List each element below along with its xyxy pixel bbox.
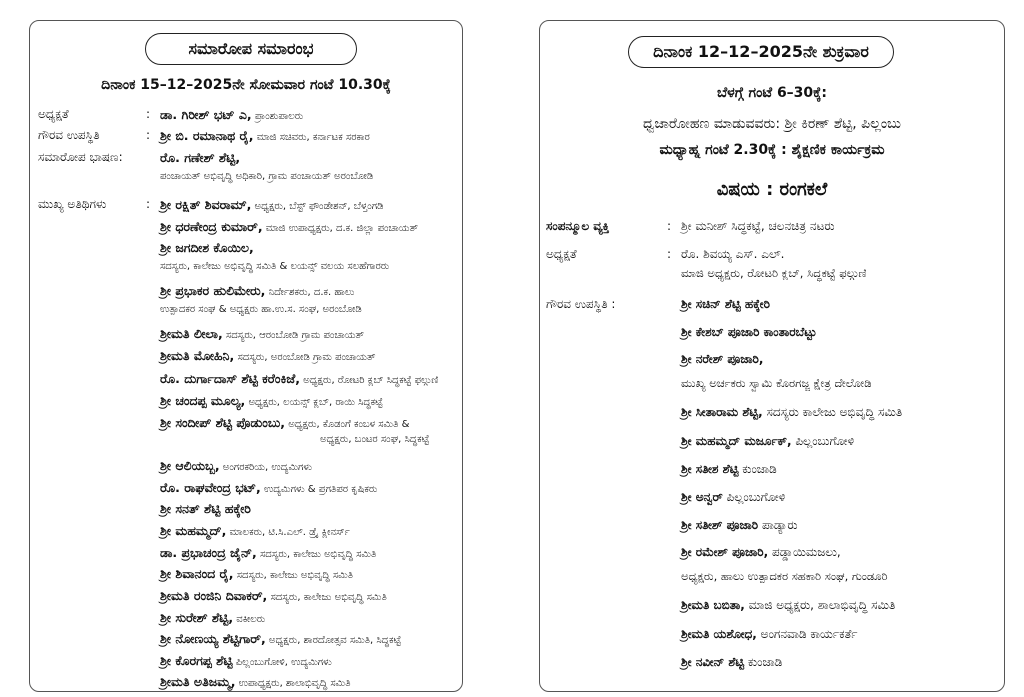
- honor-entry: [681, 405, 902, 420]
- guest-entry: [160, 458, 312, 474]
- row-colon-chair: :: [667, 247, 672, 261]
- honor-entry: [681, 352, 763, 367]
- guest-desc: ಉಪಾಧ್ಯಕ್ಷರು, ಶಾಲಾಭಿವೃದ್ಧಿ ಸಮಿತಿ: [235, 678, 351, 689]
- guest-name: ಶ್ರೀ ಕೊರಗಪ್ಪ ಶೆಟ್ಟಿ: [160, 653, 233, 668]
- guest-desc: ಸದಸ್ಯರು, ಅರಂಬೋಡಿ ಗ್ರಾಮ ಪಂಚಾಯತ್: [234, 352, 376, 363]
- guest-entry: [160, 545, 376, 561]
- guests-label: ಮುಖ್ಯ ಅತಿಥಿಗಳು: [38, 197, 107, 211]
- guest-name: ಶ್ರೀ ಪ್ರಭಾಕರ ಹುಲಿಮೇರು,: [160, 283, 266, 298]
- honor-desc: ಅಂಗನವಾಡಿ ಕಾರ್ಯಕರ್ತೆ: [756, 627, 858, 641]
- row-value-speech: [160, 150, 240, 166]
- row-label-speech: ಸಮಾರೋಪ ಭಾಷಣ:: [38, 150, 123, 164]
- resource-person: ಶ್ರೀ ಮನೀಶ್ ಸಿದ್ಧಕಟ್ಟೆ, ಚಲನಚಿತ್ರ ನಟರು: [681, 219, 835, 233]
- guest-name: ಶ್ರೀ ರಕ್ಷಿತ್ ಶಿವರಾಮ್,: [160, 197, 252, 212]
- row-label-chair: ಅಧ್ಯಕ್ಷತೆ: [546, 247, 577, 261]
- honor-entry: [681, 434, 854, 449]
- guest-entry: [160, 653, 332, 669]
- guest-entry: [160, 415, 409, 431]
- guest-entry: [160, 610, 265, 626]
- guest-entry: [160, 348, 376, 364]
- honor-entry: [681, 325, 817, 340]
- guest-sub: ಸದಸ್ಯರು, ಕಾಲೇಜು ಅಭಿವೃದ್ಧಿ ಸಮಿತಿ & ಲಯನ್ಸ್ ವಲಯ ಸಲಹೆಗಾರರು: [160, 261, 390, 272]
- honor-entry: [681, 490, 785, 505]
- guest-entry: [160, 523, 350, 539]
- flag-hoisting: ಧ್ವಜಾರೋಹಣ ಮಾಡುವವರು: ಶ್ರೀ ಕಿರಣ್ ಶೆಟ್ಟಿ, ಪಿಲ್ಲಂಬು: [642, 116, 901, 132]
- row-value-chair: [160, 107, 303, 123]
- morning-time: ಬೆಳಗ್ಗೆ ಗಂಟೆ 6–30ಕ್ಕೆ:: [717, 85, 827, 101]
- guest-desc: ಅಧ್ಯಕ್ಷರು, ಲಯನ್ಸ್ ಕ್ಲಬ್, ರಾಯಿ ಸಿದ್ಧಕಟ್ಟೆ: [245, 397, 383, 408]
- guest-entry: [160, 393, 383, 409]
- row-value-honor: [160, 128, 370, 144]
- chair-name: ರೊ. ಶಿವಯ್ಯ ಎಸ್. ಎಲ್.: [681, 247, 785, 261]
- row-label-resource: ಸಂಪನ್ಮೂಲ ವ್ಯಕ್ತಿ: [546, 219, 610, 233]
- guest-entry: [160, 566, 353, 582]
- honor-desc: ಕುಂಜಾಡಿ: [738, 462, 777, 476]
- honor-name: ಶ್ರೀಮತಿ ಯಶೋಧ,: [681, 627, 757, 641]
- guest-name: ಶ್ರೀ ಸನತ್ ಶೆಟ್ಟಿ ಹಕ್ಕೇರಿ: [160, 501, 251, 516]
- guest-desc: ಅಧ್ಯಕ್ಷರು, ರೋಟರಿ ಕ್ಲಬ್ ಸಿದ್ಧಕಟ್ಟೆ ಫಲ್ಗುಣಿ: [299, 375, 439, 386]
- row-colon-resource: :: [667, 219, 672, 233]
- guest-entry: [160, 219, 418, 235]
- honor-name: ಶ್ರೀ ರಮೇಶ್ ಪೂಜಾರಿ,: [681, 545, 769, 559]
- speech-sub: ಪಂಚಾಯತ್ ಅಭಿವೃದ್ಧಿ ಅಧಿಕಾರಿ, ಗ್ರಾಮ ಪಂಚಾಯತ್ ಅರಂಬೋಡಿ: [160, 171, 374, 182]
- closing-ceremony-panel: [29, 20, 463, 692]
- guest-name: ಶ್ರೀಮತಿ ರಂಜಿನಿ ದಿವಾಕರ್,: [160, 588, 268, 603]
- closing-ceremony-title: ಸಮಾರೋಪ ಸಮಾರಂಭ: [145, 33, 357, 65]
- friday-program-panel: [539, 20, 1005, 692]
- guest-entry: [160, 326, 364, 342]
- guest-name: ಡಾ. ಪ್ರಭಾಚಂದ್ರ ಜೈನ್,: [160, 545, 257, 560]
- guest-name: ಶ್ರೀ ನೋಣಯ್ಯ ಶೆಟ್ಟಿಗಾರ್,: [160, 631, 266, 646]
- guest-name: ಶ್ರೀ ಸಂದೀಪ್ ಶೆಟ್ಟಿ ಪೊಡುಂಬು,: [160, 415, 286, 430]
- guest-name: ಶ್ರೀ ಜಗದೀಶ ಕೊಯಿಲ,: [160, 240, 254, 255]
- closing-ceremony-date: ದಿನಾಂಕ 15–12–2025ನೇ ಸೋಮವಾರ ಗಂಟೆ 10.30ಕ್ಕೆ: [101, 77, 391, 93]
- honor-name: ಶ್ರೀ ಸತೀಶ ಶೆಟ್ಟಿ: [681, 462, 739, 476]
- afternoon-program: ಮಧ್ಯಾಹ್ನ ಗಂಟೆ 2.30ಕ್ಕೆ : ಶೈಕ್ಷಣಿಕ ಕಾರ್ಯಕ್ರಮ: [659, 142, 885, 158]
- guest-desc: ಮಾಲಕರು, ಟಿ.ಸಿ.ಎಲ್. ಡ್ರೈ ಕ್ಲೀನರ್ಸ್: [226, 527, 350, 538]
- honor-desc: ಪಡ್ಡಾಯಿಮಜಲು,: [768, 545, 841, 559]
- honor-name: ಶ್ರೀ ನರೇಶ್ ಪೂಜಾರಿ,: [681, 352, 764, 366]
- honor-name: ಶ್ರೀ ನವೀನ್ ಶೆಟ್ಟಿ: [681, 655, 745, 669]
- guest-desc: ಪಿಲ್ಲಂಬುಗೋಳಿ, ಉದ್ಯಮಿಗಳು: [232, 657, 332, 668]
- guest-entry: [160, 283, 354, 299]
- honor-sub: ಮುಖ್ಯ ಅರ್ಚಕರು ಸ್ವಾಮಿ ಕೊರಗಜ್ಜ ಕ್ಷೇತ್ರ ದೇಲೋಡಿ: [681, 376, 872, 390]
- honor-desc: ಮಾಜಿ ಸಚಿವರು, ಕರ್ನಾಟಕ ಸರಕಾರ: [253, 132, 370, 143]
- row-label-chair: ಅಧ್ಯಕ್ಷತೆ: [38, 107, 69, 121]
- guest-desc: ಸದಸ್ಯರು, ಕಾಲೇಜು ಅಭಿವೃದ್ಧಿ ಸಮಿತಿ: [267, 592, 387, 603]
- guest-entry: [160, 501, 251, 517]
- honor-name: ಶ್ರೀ ಮಹಮ್ಮದ್ ಮರ್ಜೂಕ್,: [681, 434, 792, 448]
- honor-entry: [681, 627, 858, 642]
- guest-desc: ಮಾಜಿ ಉಪಾಧ್ಯಕ್ಷರು, ದ.ಕ. ಜಿಲ್ಲಾ ಪಂಚಾಯತ್: [262, 223, 419, 234]
- row-colon-honor: :: [146, 128, 151, 142]
- guest-desc: ಅಧ್ಯಕ್ಷರು, ಶಾರದೋತ್ಸವ ಸಮಿತಿ, ಸಿದ್ಧಕಟ್ಟೆ: [265, 635, 402, 646]
- guests-colon: :: [146, 197, 151, 211]
- guest-name: ರೊ. ರಾಘವೇಂದ್ರ ಭಟ್,: [160, 480, 261, 495]
- guest-name: ಶ್ರೀ ಧರಣೇಂದ್ರ ಕುಮಾರ್,: [160, 219, 263, 234]
- honor-label: ಗೌರವ ಉಪಸ್ಥಿತಿ :: [546, 297, 616, 311]
- honor-name: ಶ್ರೀ ಸತೀಶ್ ಪೂಜಾರಿ: [681, 518, 759, 532]
- honor-entry: [681, 655, 782, 670]
- honor-name: ಶ್ರೀ ಬಿ. ರಮಾನಾಥ ರೈ,: [160, 128, 254, 143]
- guest-entry: [160, 631, 401, 647]
- guest-name: ಶ್ರೀ ಚಂದಪ್ಪ ಮೂಲ್ಯ,: [160, 393, 246, 408]
- honor-desc: ಪಿಲ್ಲಂಬುಗೋಳಿ: [722, 490, 786, 504]
- guest-name: ಶ್ರೀಮತಿ ಲೀಲಾ,: [160, 326, 223, 341]
- guest-desc: ವಕೀಲರು: [233, 614, 266, 625]
- guest-name: ಶ್ರೀ ಶಿವಾನಂದ ರೈ,: [160, 566, 234, 581]
- honor-desc: ಪಾಡ್ಯಾರು: [758, 518, 798, 532]
- honor-name: ಶ್ರೀ ಅನ್ವರ್: [681, 490, 723, 504]
- chair-desc: ಪ್ರಾಂಶುಪಾಲರು: [251, 111, 304, 122]
- guest-desc: ಸದಸ್ಯರು, ಆರಂಬೋಡಿ ಗ್ರಾಮ ಪಂಚಾಯತ್: [222, 330, 364, 341]
- guest-desc: ಸದಸ್ಯರು, ಕಾಲೇಜು ಅಭಿವೃದ್ಧಿ ಸಮಿತಿ: [233, 570, 354, 581]
- guest-name: ರೊ. ದುರ್ಗಾದಾಸ್ ಶೆಟ್ಟಿ ಕರೆಂಕಿಜೆ,: [160, 371, 300, 386]
- guest-entry: [160, 674, 351, 690]
- chair-sub: ಮಾಜಿ ಅಧ್ಯಕ್ಷರು, ರೋಟರಿ ಕ್ಲಬ್, ಸಿದ್ಧಕಟ್ಟೆ ಫಲ್ಗುಣಿ: [681, 266, 867, 280]
- guest-name: ಶ್ರೀ ಸುರೇಶ್ ಶೆಟ್ಟಿ,: [160, 610, 234, 625]
- guest-sub: ಉತ್ಪಾದಕರ ಸಂಘ & ಅಧ್ಯಕ್ಷರು ಹಾ.ಉ.ಸ. ಸಂಘ, ಅರಂಬೋಡಿ: [160, 304, 362, 315]
- guest-entry: [160, 371, 438, 387]
- honor-desc: ಕುಂಜಾಡಿ: [744, 655, 783, 669]
- guest-entry: [160, 480, 377, 496]
- honor-entry: [681, 518, 798, 533]
- honor-desc: ಪಿಲ್ಲಂಬುಗೋಳಿ: [791, 434, 855, 448]
- guest-name: ಶ್ರೀಮತಿ ಅತಿಜಮ್ಮ,: [160, 674, 236, 689]
- guest-desc: ಉದ್ಯಮಿಗಳು & ಪ್ರಗತಿಪರ ಕೃಷಿಕರು: [260, 484, 378, 495]
- honor-name: ಶ್ರೀ ಸಚಿನ್ ಶೆಟ್ಟಿ ಹಕ್ಕೇರಿ: [681, 297, 770, 311]
- guest-sub: ಅಧ್ಯಕ್ಷರು, ಬಂಟರ ಸಂಘ, ಸಿದ್ಧಕಟ್ಟೆ: [320, 434, 430, 445]
- guest-desc: ಅಧ್ಯಕ್ಷರು, ಬೆಸ್ಟ್ ಫೌಂಡೇಶನ್, ಬೆಳ್ತಂಗಡಿ: [251, 201, 384, 212]
- honor-sub: ಅಧ್ಯಕ್ಷರು, ಹಾಲು ಉತ್ಪಾದಕರ ಸಹಕಾರಿ ಸಂಘ, ಗುಂಡೂರಿ: [681, 569, 888, 583]
- guest-desc: ಸದಸ್ಯರು, ಕಾಲೇಜು ಅಭಿವೃದ್ಧಿ ಸಮಿತಿ: [256, 549, 377, 560]
- honor-desc: ಸದಸ್ಯರು ಕಾಲೇಜು ಅಭಿವೃದ್ಧಿ ಸಮಿತಿ: [762, 405, 903, 419]
- guest-entry: [160, 588, 387, 604]
- honor-entry: [681, 462, 777, 477]
- topic-heading: ವಿಷಯ : ರಂಗಕಲೆ: [716, 179, 828, 200]
- guest-desc: ನಿರ್ದೇಶಕರು, ದ.ಕ. ಹಾಲು: [265, 287, 355, 298]
- honor-desc: ಮಾಜಿ ಅಧ್ಯಕ್ಷರು, ಶಾಲಾಭಿವೃದ್ಧಿ ಸಮಿತಿ: [744, 598, 896, 612]
- honor-entry: [681, 297, 770, 312]
- guest-desc: ಅಧ್ಯಕ್ಷರು, ಕೊಡಂಗೆ ಕಂಬಳ ಸಮಿತಿ &: [285, 419, 410, 430]
- honor-name: ಶ್ರೀ ಸೀತಾರಾಮ ಶೆಟ್ಟಿ,: [681, 405, 763, 419]
- guest-name: ಶ್ರೀ ಮಹಮ್ಮದ್,: [160, 523, 227, 538]
- row-colon-chair: :: [146, 107, 151, 121]
- friday-program-title: ದಿನಾಂಕ 12–12–2025ನೇ ಶುಕ್ರವಾರ: [628, 36, 894, 68]
- speech-name: ರೊ. ಗಣೇಶ್ ಶೆಟ್ಟಿ,: [160, 150, 241, 165]
- guest-entry: [160, 197, 383, 213]
- row-label-honor: ಗೌರವ ಉಪಸ್ಥಿತಿ: [38, 128, 100, 142]
- guest-name: ಶ್ರೀಮತಿ ಮೋಹಿನಿ,: [160, 348, 235, 363]
- guest-desc: ಅಂಗರಕರಿಯ, ಉದ್ಯಮಿಗಳು: [219, 462, 313, 473]
- honor-name: ಶ್ರೀ ಕೇಶಬ್ ಪೂಜಾರಿ ಕಾಂತಾರಬೆಟ್ಟು: [681, 325, 817, 339]
- honor-name: ಶ್ರೀಮತಿ ಬಬಿತಾ,: [681, 598, 745, 612]
- guest-name: ಶ್ರೀ ಆಲಿಯಬ್ಬ,: [160, 458, 220, 473]
- guest-entry: [160, 240, 254, 256]
- honor-entry: [681, 598, 895, 613]
- chair-name: ಡಾ. ಗಿರೀಶ್ ಭಟ್ ಎ,: [160, 107, 252, 122]
- honor-entry: [681, 545, 841, 560]
